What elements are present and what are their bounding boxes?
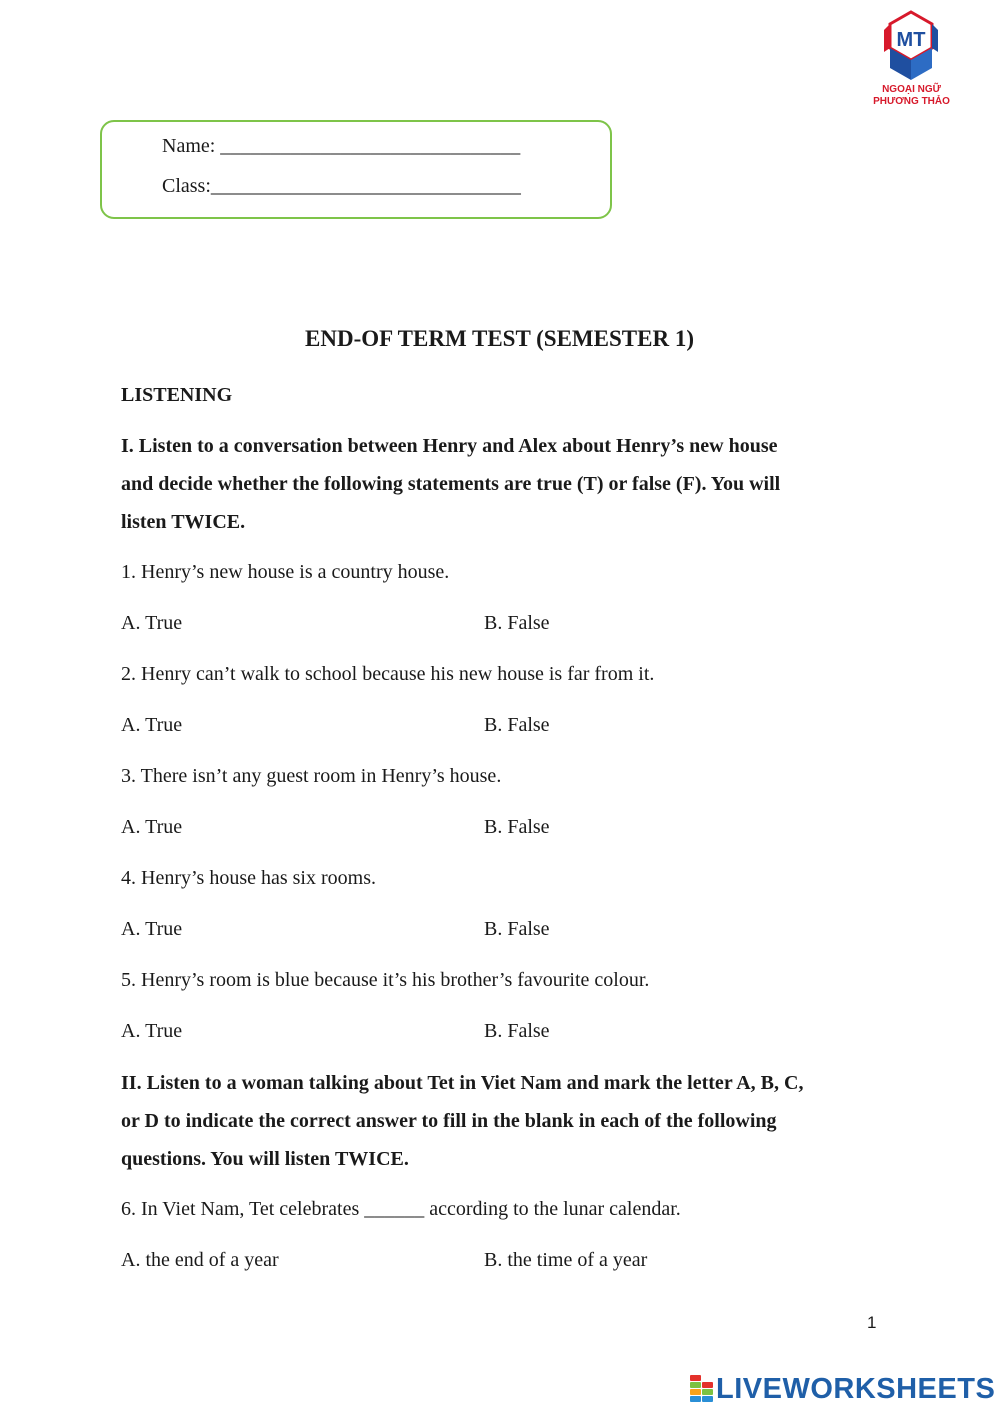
- live-squares-icon: [690, 1375, 714, 1403]
- class-field[interactable]: Class:_______________________________: [162, 175, 521, 197]
- part1-instruction-line: and decide whether the following statements are true (T) or false (F). You will: [121, 473, 781, 495]
- q2-option-b[interactable]: B. False: [484, 714, 550, 736]
- section-heading: LISTENING: [121, 384, 233, 406]
- q5-option-a[interactable]: A. True: [121, 1020, 183, 1042]
- logo-line-2: PHƯƠNG THẢO: [873, 96, 950, 107]
- student-info-box: [100, 120, 612, 219]
- liveworksheets-wordmark: LIVEWORKSHEETS: [716, 1373, 996, 1405]
- part2-instruction-line: questions. You will listen TWICE.: [121, 1148, 409, 1170]
- school-logo: [864, 8, 959, 112]
- part1-instruction-line: I. Listen to a conversation between Henry and Alex about Henry’s new house: [121, 435, 778, 457]
- name-field[interactable]: Name: ______________________________: [162, 135, 521, 157]
- page-title: END-OF TERM TEST (SEMESTER 1): [305, 326, 694, 351]
- question-3: 3. There isn’t any guest room in Henry’s house.: [121, 765, 502, 787]
- q1-option-a[interactable]: A. True: [121, 612, 183, 634]
- page-number: 1: [867, 1313, 877, 1332]
- q6-option-b[interactable]: B. the time of a year: [484, 1249, 648, 1271]
- q5-option-b[interactable]: B. False: [484, 1020, 550, 1042]
- question-5: 5. Henry’s room is blue because it’s his brother’s favourite colour.: [121, 969, 650, 991]
- svg-text:MT: MT: [896, 29, 926, 51]
- q1-option-b[interactable]: B. False: [484, 612, 550, 634]
- logo-cube-icon: [864, 8, 959, 88]
- question-4: 4. Henry’s house has six rooms.: [121, 867, 376, 889]
- q2-option-a[interactable]: A. True: [121, 714, 183, 736]
- part1-instruction-line: listen TWICE.: [121, 511, 246, 533]
- part2-instruction-line: or D to indicate the correct answer to fill in the blank in each of the following: [121, 1110, 777, 1132]
- question-1: 1. Henry’s new house is a country house.: [121, 561, 450, 583]
- logo-line-1: NGOẠI NGỮ: [882, 84, 941, 95]
- question-6: 6. In Viet Nam, Tet celebrates ______ according to the lunar calendar.: [121, 1198, 681, 1220]
- question-2: 2. Henry can’t walk to school because his new house is far from it.: [121, 663, 655, 685]
- q6-option-a[interactable]: A. the end of a year: [121, 1249, 279, 1271]
- q4-option-a[interactable]: A. True: [121, 918, 183, 940]
- q3-option-a[interactable]: A. True: [121, 816, 183, 838]
- q4-option-b[interactable]: B. False: [484, 918, 550, 940]
- q3-option-b[interactable]: B. False: [484, 816, 550, 838]
- part2-instruction-line: II. Listen to a woman talking about Tet in Viet Nam and mark the letter A, B, C,: [121, 1072, 804, 1094]
